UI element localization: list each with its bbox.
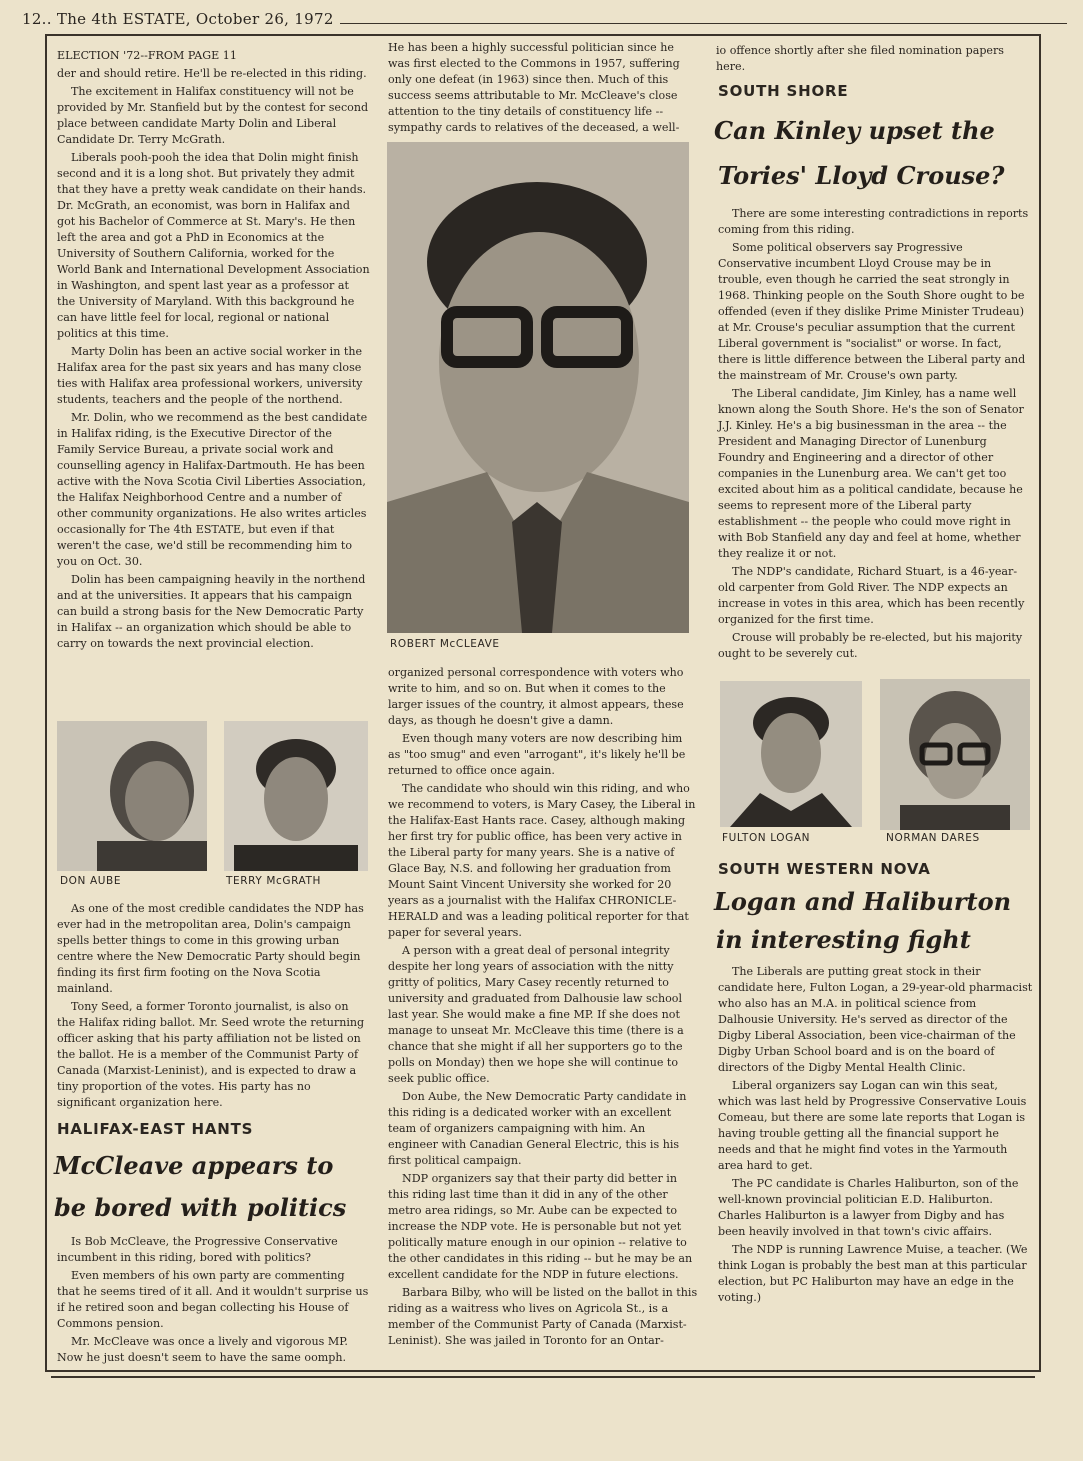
photo-robert-mccleave (387, 142, 689, 633)
paragraph: The Liberals are putting great stock in their candidate here, Fulton Logan, a 29-year-old pharmacist who also has an M.A. in political science from Dalhousie University. He's served as director of the Digby Liberal Association, been vice-chairman of the Digby Urban School board and is on the board of directors of the Digby Mental Health Clinic. (718, 965, 1033, 1074)
caption-fulton-logan: FULTON LOGAN (722, 832, 811, 844)
paragraph: A person with a great deal of personal integrity despite her long years of association with the nitty gritty of politics, Mary Casey recently returned to university and graduated from Dalhousie law school last year. She would make a fine MP. If she does not manage to unseat Mr. McCleave this time (there is a chance that she might if all her supporters go to the polls on Monday) then we hope she will continue to seek public office. (388, 944, 684, 1085)
photo-don-aube (57, 721, 207, 871)
paragraph: Tony Seed, a former Toronto journalist, is also on the Halifax riding ballot. Mr. Seed wrote the returning officer asking that his party affiliation not be listed on the ballot. He is a member of the Communist Party of Canada (Marxist-Leninist), and is expected to draw a tiny proportion of the votes. His party has no significant organization here. (57, 1000, 365, 1109)
paragraph: The PC candidate is Charles Haliburton, son of the well-known provincial politician E.D. Haliburton. Charles Haliburton is a lawyer from Digby and has been heavily involved in that town's civic affairs. (718, 1177, 1019, 1238)
headline-mccleave-1: McCleave appears to (54, 1151, 334, 1180)
paragraph: Even members of his own party are commenting that he seems tired of it all. And it wouldn't surprise us if he retired soon and began collecting his House of Commons pension. (57, 1269, 369, 1330)
paragraph: Even though many voters are now describing him as "too smug" and even "arrogant", it's likely he'll be returned to office once again. (388, 732, 686, 777)
headline-mccleave-2: be bored with politics (54, 1193, 347, 1222)
section-south-shore: SOUTH SHORE (718, 82, 849, 100)
headline-logan-2: in interesting fight (716, 925, 971, 954)
column-3-bottom (718, 964, 1034, 1308)
paragraph: NDP organizers say that their party did better in this riding last time than it did in any of the other metro area ridings, so Mr. Aube can be expected to increase the NDP vote. He is personable but not yet politically mature enough in our opinion -- relative to the other candidates in this riding -- but he may be an excellent candidate for the NDP in future elections. (388, 1172, 693, 1281)
paragraph: The NDP's candidate, Richard Stuart, is a 46-year-old carpenter from Gold River. The NDP expects an increase in votes in this area, which has been recently organized for the first time. (718, 565, 1025, 626)
paragraph: There are some interesting contradictions in reports coming from this riding. (718, 207, 1029, 236)
paragraph: The Liberal candidate, Jim Kinley, has a name well known along the South Shore. He's the son of Senator J.J. Kinley. He's a big businessman in the area -- the President and Managing Director of Lunenburg Foundry and Engineering and a director of other companies in the Lunenburg area. We can't get too excited about him as a political candidate, because he seems to represent more of the Liberal party establishment -- the people who could move right in with Bob Stanfield any day and feel at home, whether they realize it or not. (718, 387, 1024, 560)
bottom-rule (51, 1376, 1035, 1378)
continuation-line: ELECTION '72--FROM PAGE 11 (57, 49, 237, 62)
paragraph: Marty Dolin has been an active social worker in the Halifax area for the past six years and has many close ties with Halifax area professional workers, university students, teachers and the people of the northend. (57, 345, 363, 406)
paragraph: Don Aube, the New Democratic Party candidate in this riding is a dedicated worker with an excellent team of organizers campaigning with him. An engineer with Canadian General Electric, this is his first political campaign. (388, 1090, 687, 1167)
caption-don-aube: DON AUBE (60, 875, 122, 887)
column-2 (388, 40, 698, 138)
paragraph: The candidate who should win this riding, and who we recommend to voters, is Mary Casey, the Liberal in the Halifax-East Hants race. Casey, although making her first try for public office, has been very active in the Liberal party for many years. She is a native of Glace Bay, N.S. and following her graduation from Mount Saint Vincent University she worked for 20 years as a journalist with the Halifax CHRONICLE-HERALD and was a leading political reporter for that paper for several years. (388, 782, 696, 939)
paragraph: Is Bob McCleave, the Progressive Conservative incumbent in this riding, bored with politics? (57, 1235, 338, 1264)
paragraph: The NDP is running Lawrence Muise, a teacher. (We think Logan is probably the best man at this particular election, but PC Haliburton may have an edge in the voting.) (718, 1243, 1028, 1304)
column-1-lower (57, 901, 370, 1113)
paragraph: He has been a highly successful politician since he was first elected to the Commons in 1957, suffering only one defeat (in 1963) since then. Much of this success seems attributable to Mr. McCleave's close attention to the tiny details of constituency life -- sympathy cards to relatives of the deceased, a well- (388, 41, 680, 134)
paragraph: As one of the most credible candidates the NDP has ever had in the metropolitan area, Dolin's campaign spells better things to come in this growing urban centre where the New Democratic Party should begin finding its first firm footing on the Nova Scotia mainland. (57, 902, 364, 995)
paragraph: Dolin has been campaigning heavily in the northend and at the universities. It appears that his campaign can build a strong basis for the New Democratic Party in Halifax -- an organization which should be able to carry on towards the next provincial election. (57, 573, 366, 650)
column-3 (716, 43, 1034, 77)
paragraph: Mr. Dolin, who we recommend as the best candidate in Halifax riding, is the Executive Director of the Family Service Bureau, a private social work and counselling agency in Halifax-Dartmouth. He has been active with the Nova Scotia Civil Liberties Association, the Halifax Neighborhood Centre and a number of other community organizations. He also writes articles occasionally for The 4th ESTATE, but even if that weren't the case, we'd still be recommending him to you on Oct. 30. (57, 411, 368, 568)
masthead (22, 6, 1067, 36)
masthead-text: 12.. The 4th ESTATE, October 26, 1972 (22, 10, 340, 28)
headline-kinley-2: Tories' Lloyd Crouse? (718, 161, 1005, 190)
paragraph: organized personal correspondence with voters who write to him, and so on. But when it comes to the larger issues of the country, it almost appears, these days, as though he doesn't give a damn. (388, 666, 684, 727)
paragraph: Barbara Bilby, who will be listed on the ballot in this riding as a waitress who lives on Agricola St., is a member of the Communist Party of Canada (Marxist-Leninist). She was jailed in Toronto for an Ontar- (388, 1286, 698, 1347)
paragraph: Some political observers say Progressive Conservative incumbent Lloyd Crouse may be in trouble, even though he carried the seat strongly in 1968. Thinking people on the South Shore ought to be offended (even if they dislike Prime Minister Trudeau) at Mr. Crouse's peculiar assumption that the current Liberal government is "socialist" or worse. In fact, there is little difference between the Liberal party and the mainstream of Mr. Crouse's own party. (718, 241, 1026, 382)
caption-robert-mccleave: ROBERT McCLEAVE (390, 638, 500, 650)
photo-fulton-logan (720, 681, 862, 827)
paragraph: der and should retire. He'll be re-elected in this riding. (57, 67, 367, 80)
photo-norman-dares (880, 679, 1030, 830)
column-2-lower (388, 665, 698, 1351)
caption-norman-dares: NORMAN DARES (886, 832, 980, 844)
paragraph: Crouse will probably be re-elected, but his majority ought to be severely cut. (718, 631, 1023, 660)
paragraph: Mr. McCleave was once a lively and vigorous MP. Now he just doesn't seem to have the same oomph. (57, 1335, 348, 1364)
caption-terry-mcgrath: TERRY McGRATH (226, 875, 322, 887)
headline-kinley-1: Can Kinley upset the (714, 116, 995, 145)
paragraph: The excitement in Halifax constituency will not be provided by Mr. Stanfield but by the contest for second place between candidate Marty Dolin and Liberal Candidate Dr. Terry McGrath. (57, 85, 369, 146)
section-halifax-east-hants: HALIFAX-EAST HANTS (57, 1120, 254, 1138)
paragraph: Liberal organizers say Logan can win this seat, which was last held by Progressive Conservative Louis Comeau, but there are some late reports that Logan is having trouble getting all the financial support he needs and that he might find votes in the Yarmouth area hard to get. (718, 1079, 1027, 1172)
paragraph: Liberals pooh-pooh the idea that Dolin might finish second and it is a long shot. But privately they admit that they have a pretty weak candidate on their hands. Dr. McGrath, an economist, was born in Halifax and got his Bachelor of Commerce at St. Mary's. He then left the area and got a PhD in Economics at the University of Southern California, worked for the World Bank and International Development Association in Washington, and spent last year as a professor at the University of Maryland. With this background he can have little feel for local, regional or national politics at this time. (57, 151, 370, 340)
column-1 (57, 48, 370, 654)
column-3-middle (718, 206, 1034, 664)
section-south-western-nova: SOUTH WESTERN NOVA (718, 860, 931, 878)
headline-logan-1: Logan and Haliburton (714, 887, 1012, 916)
paragraph: io offence shortly after she filed nomination papers here. (716, 44, 1004, 73)
photo-terry-mcgrath (224, 721, 368, 871)
column-1-bottom (57, 1234, 370, 1368)
